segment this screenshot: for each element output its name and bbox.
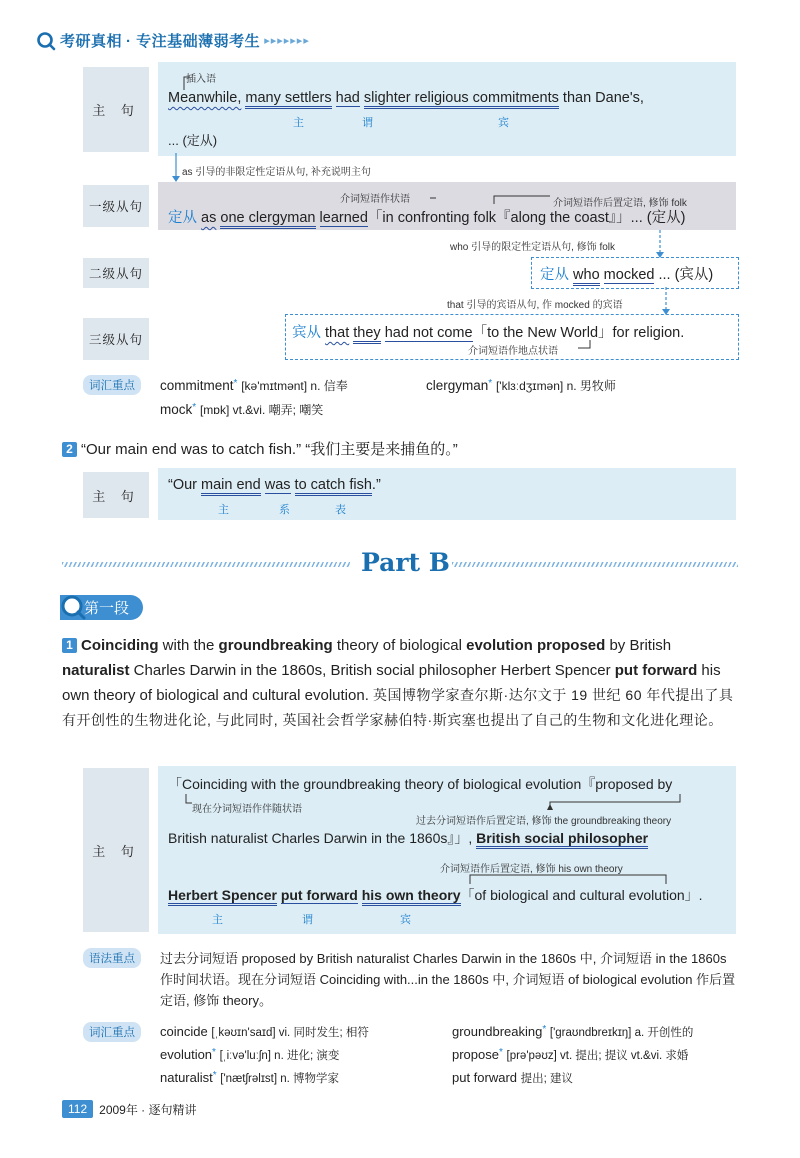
role-link-2: 系	[279, 504, 290, 516]
main-clause-text	[168, 90, 644, 106]
vocab-word: put forward	[452, 1070, 518, 1085]
vocab-clergyman: clergyman* ['klɜːdʒɪmən] n. 男牧师	[426, 378, 616, 393]
vocab-word: naturalist	[160, 1070, 213, 1085]
vocab-evolution: evolution* [ˌiːvə'luːʃn] n. 进化; 演变	[160, 1047, 340, 1062]
vocab-def: [ˌkəʊɪn'saɪd] vi. 同时发生; 相符	[211, 1027, 369, 1039]
level3-label: 三级从句	[83, 318, 149, 360]
level2-label: 二级从句	[83, 258, 149, 288]
main-clause-text-2	[168, 477, 381, 493]
level2-rest: ... (宾从)	[658, 267, 714, 283]
vocab-def: ['graʊndbreɪkɪŋ] a. 开创性的	[549, 1027, 694, 1039]
level1-word-as: as	[201, 210, 217, 226]
vocab-naturalist: naturalist* ['nætʃrəlɪst] n. 博物学家	[160, 1070, 340, 1085]
p-put-forward: put forward	[614, 662, 698, 679]
level2-tag: 定从	[540, 267, 569, 283]
role-predicative-2: 表	[335, 504, 346, 516]
note-that-clause: that 引导的宾语从句, 作 mocked 的宾语	[447, 300, 623, 311]
note-who-clause: who 引导的限定性定语从句, 修饰 folk	[450, 242, 616, 253]
role-predicate: 谓	[362, 117, 373, 129]
role-subject: 主	[293, 117, 304, 129]
level1-ann-right: 介词短语作后置定语, 修饰 folk	[553, 198, 687, 209]
level3-text	[292, 321, 684, 342]
word-object: slighter religious commitments	[364, 90, 559, 109]
p3-ann1: 现在分词短语作伴随状语	[192, 804, 302, 815]
word-predicative: to catch fish	[295, 477, 372, 496]
vocab-word: propose	[452, 1047, 499, 1062]
level3-word-that: that	[325, 325, 350, 341]
word-subject: many settlers	[245, 90, 331, 109]
p-coinciding: Coinciding	[81, 637, 159, 654]
p3-predicate: put forward	[280, 887, 358, 903]
vocab-def: 提出; 建议	[520, 1073, 574, 1085]
level2-predicate: mocked	[603, 267, 655, 283]
part-b-title: Part B	[361, 548, 450, 577]
vocab-def: [prə'pəʊz] vt. 提出; 提议 vt.&vi. 求婚	[506, 1050, 689, 1062]
magnifier-logo-icon	[36, 31, 56, 51]
vocab-groundbreaking: groundbreaking* ['graʊndbreɪkɪŋ] a. 开创性的	[452, 1024, 694, 1039]
vocab-tag-1: 词汇重点	[83, 375, 141, 395]
header-brand: 考研真相	[60, 33, 123, 50]
word-than: than Dane's,	[562, 90, 644, 106]
vocab-word: commitment	[160, 378, 234, 393]
vocab-put-forward	[452, 1070, 573, 1086]
level1-text	[168, 206, 685, 227]
vocab-word: mock	[160, 402, 193, 417]
level3-predicate: had not come	[384, 325, 473, 341]
p-seg: by British	[605, 637, 672, 654]
role-subject-3: 主	[212, 914, 223, 926]
sentence-number: 2	[62, 442, 77, 457]
vocab-tag-2: 词汇重点	[83, 1022, 141, 1042]
part-b-rule-right	[452, 562, 738, 567]
sentence-number: 1	[62, 638, 77, 653]
p-seg: his own theory of biological and cultural evolution.	[62, 662, 721, 704]
level3-tag: 宾从	[292, 325, 321, 341]
header-arrows: ▸▸▸▸▸▸▸	[264, 35, 310, 47]
p3-subject-part1: British social philosopher	[476, 830, 648, 849]
page-number: 112	[62, 1100, 93, 1118]
vocab-mock: mock* [mɒk] vt.&vi. 嘲弄; 嘲笑	[160, 402, 324, 417]
p3-ann2: 过去分词短语作后置定语, 修饰 the groundbreaking theory	[416, 816, 672, 827]
section-magnifier-icon	[60, 594, 88, 622]
grammar-text: 过去分词短语 proposed by British naturalist Charles Darwin in the 1860s 中, 介词短语 in the 1860s 作时间状语。现在分词短语 Coinciding with...in the 1860s 中, 介词短语 of biological evolution 作后置定语, 修饰 theory。	[160, 951, 736, 1008]
main-clause-label: 主 句	[83, 67, 149, 152]
vocab-def: [mɒk] vt.&vi. 嘲弄; 嘲笑	[199, 403, 324, 417]
p-seg: with the	[158, 637, 219, 654]
vocab-word: groundbreaking	[452, 1024, 543, 1039]
word-meanwhile: Meanwhile,	[168, 90, 242, 106]
p-naturalist: naturalist	[62, 662, 130, 679]
level1-tag: 定从	[168, 210, 197, 226]
vocab-def: ['nætʃrəlɪst] n. 博物学家	[220, 1073, 340, 1085]
vocab-word: clergyman	[426, 378, 489, 393]
word-subject: main end	[201, 477, 261, 496]
p3-line2a: British naturalist Charles Darwin in the 1860s』」,	[168, 830, 473, 846]
main-clause-label-3: 主 句	[83, 768, 149, 932]
insert-note: 插入语	[186, 74, 216, 85]
vocab-def: [kə'mɪtmənt] n. 信奉	[241, 379, 348, 393]
vocab-word: coincide	[160, 1024, 208, 1039]
p3-subject-part2: Herbert Spencer	[168, 887, 277, 906]
level2-subject: who	[573, 267, 600, 286]
p-groundbreaking: groundbreaking	[218, 637, 333, 654]
p3-object: his own theory	[362, 887, 461, 906]
vocab-propose: propose* [prə'pəʊz] vt. 提出; 提议 vt.&vi. 求婚	[452, 1047, 689, 1062]
level1-subject: one clergyman	[220, 210, 315, 229]
level3-subject: they	[353, 325, 380, 344]
level1-ann-left: 介词短语作状语	[340, 194, 410, 205]
vocab-def: ['klɜːdʒɪmən] n. 男牧师	[495, 379, 616, 393]
vocab-coincide	[160, 1024, 369, 1040]
paragraph-1	[62, 633, 738, 733]
p-seg: theory of biological	[332, 637, 467, 654]
sentence-2-text: “Our main end was to catch fish.” “我们主要是来捕鱼的。”	[81, 441, 458, 458]
role-object: 宾	[498, 117, 509, 129]
p-translation: 英国博物学家查尔斯·达尔文于 19 世纪 60 年代提出了具有开创性的生物进化论, 与此同时, 英国社会哲学家赫伯特·斯宾塞也提出了自己的生物和文化进化理论。	[62, 687, 734, 728]
p-seg: Charles Darwin in the 1860s, British social philosopher Herbert Spencer	[129, 662, 615, 679]
word-end-quote: .”	[371, 477, 381, 493]
part-b-rule-left	[62, 562, 350, 567]
level1-rest: 「in confronting folk『along the coast』」... (定从)	[367, 210, 686, 226]
header-subtitle: · 专注基础薄弱考生	[126, 33, 261, 50]
level1-predicate: learned	[319, 210, 368, 226]
p-evolution-proposed: evolution proposed	[466, 637, 606, 654]
p3-line3	[168, 885, 703, 905]
p3-line1: 「Coinciding with the groundbreaking theory of biological evolution『proposed by	[168, 776, 673, 792]
page-footer	[62, 1100, 197, 1118]
main-clause-cont: ... (定从)	[168, 133, 218, 148]
word-our: “Our	[168, 477, 197, 493]
level2-text	[540, 263, 713, 284]
p3-line2	[168, 828, 648, 848]
vocab-word: evolution	[160, 1047, 213, 1062]
sentence-2	[62, 437, 458, 462]
word-predicate: had	[335, 90, 360, 106]
grammar-tag: 语法重点	[83, 948, 141, 968]
p3-line3d: 「of biological and cultural evolution」.	[460, 887, 703, 903]
role-object-3: 宾	[400, 914, 411, 926]
page-header	[36, 30, 310, 51]
footer-text: 2009年 · 逐句精讲	[99, 1102, 197, 1117]
main-clause-panel	[158, 62, 736, 156]
role-subject-2: 主	[218, 504, 229, 516]
vocab-def: [ˌiːvə'luːʃn] n. 进化; 演变	[219, 1050, 340, 1062]
level1-label: 一级从句	[83, 185, 149, 227]
level3-rest: 「to the New World」for religion.	[472, 325, 685, 341]
note-as-clause: as 引导的非限定性定语从句, 补充说明主句	[182, 167, 371, 178]
p3-ann3: 介词短语作后置定语, 修饰 his own theory	[440, 864, 623, 875]
main-clause-label-2: 主 句	[83, 472, 149, 518]
vocab-commitment: commitment* [kə'mɪtmənt] n. 信奉	[160, 378, 348, 393]
role-predicate-3: 谓	[302, 914, 313, 926]
level3-ann: 介词短语作地点状语	[468, 346, 558, 357]
section-pill: 第一段	[60, 595, 143, 620]
word-link: was	[264, 477, 291, 493]
